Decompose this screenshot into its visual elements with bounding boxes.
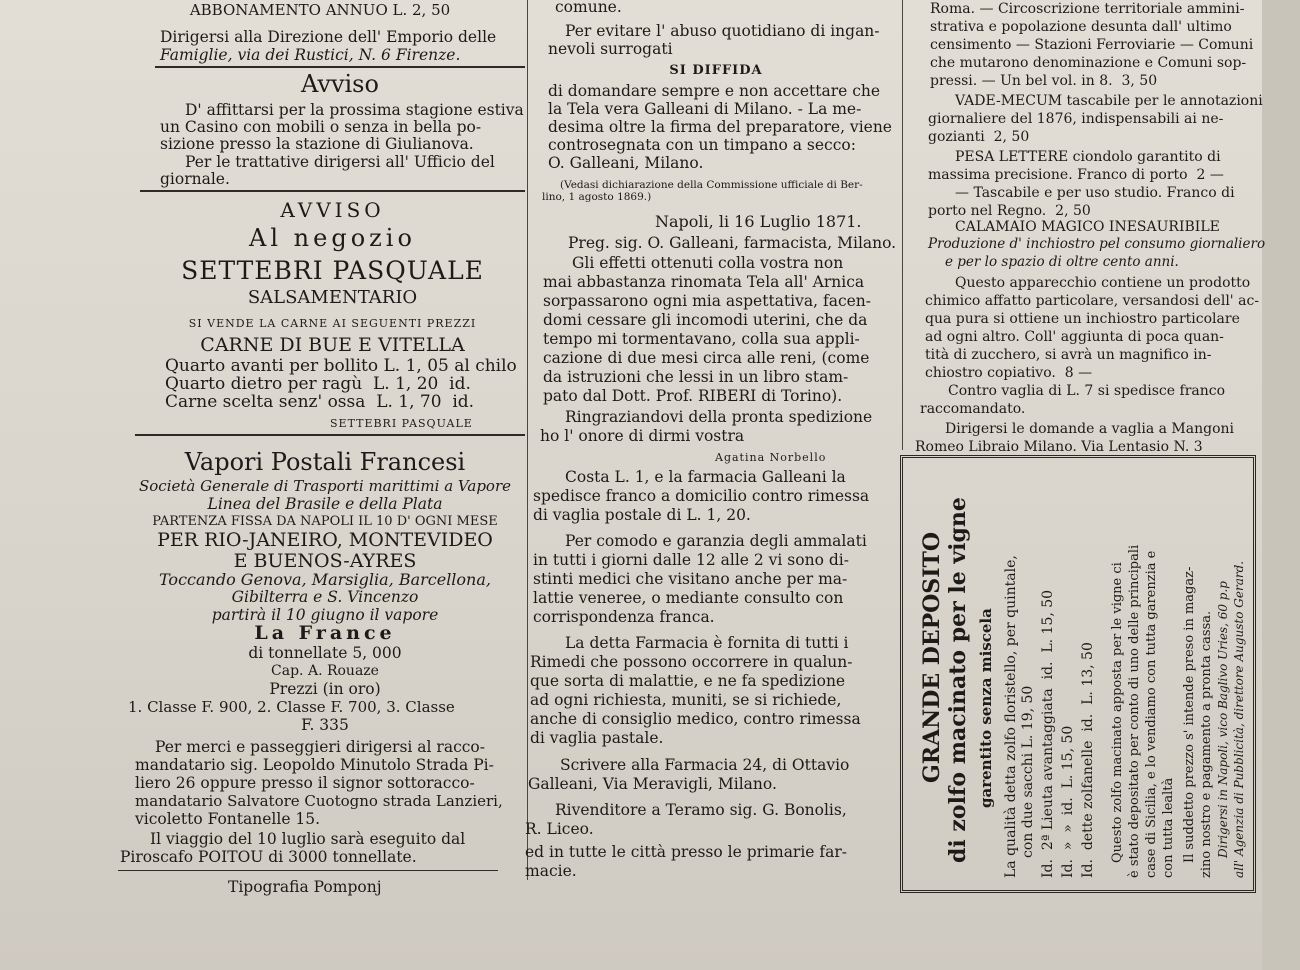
text-line: stinti medici che visitano anche per ma- (533, 570, 848, 588)
text-line: di vaglia pastale. (530, 729, 664, 747)
direction-line: Dirigersi alla Direzione dell' Emporio delle (160, 28, 497, 46)
text-line: chiostro copiativo. 8 — (925, 365, 1093, 381)
text-line: Rimedi che possono occorrere in qualun- (530, 653, 853, 671)
text-line: in tutti i giorni dalle 12 alle 2 vi sono di- (533, 551, 849, 569)
ship-line: di tonnellate 5, 000 (248, 644, 402, 662)
text-line: la Tela vera Galleani di Milano. - La me- (548, 100, 862, 118)
text-line: VADE-MECUM tascabile per le annotazioni (955, 93, 1263, 109)
letter-line: mai abbastanza rinomata Tela all' Arnica (543, 273, 865, 291)
text-line: Per comodo e garanzia degli ammalati (565, 532, 867, 550)
rule (155, 66, 525, 68)
text-line: Questo apparecchio contiene un prodotto (955, 275, 1251, 291)
text-line: desima oltre la firma del preparatore, viene (548, 118, 892, 136)
text-line: PESA LETTERE ciondolo garantito di (955, 149, 1221, 165)
ship-line: Cap. A. Rouaze (271, 663, 379, 679)
shop-name: SETTEBRI PASQUALE (181, 256, 484, 285)
text-line: qua pura si ottiene un inchiostro particolare (925, 311, 1240, 327)
box-line: con due sacchi L. 19, 50 (1020, 685, 1036, 858)
rule (135, 434, 525, 436)
text-line: que sorta di malattie, e ne fa spedizione (530, 672, 846, 690)
text-line: massima precisione. Franco di porto 2 — (928, 167, 1224, 183)
text-line: O. Galleani, Milano. (548, 154, 704, 172)
text-line: Scrivere alla Farmacia 24, di Ottavio (560, 756, 850, 774)
box-line: La qualità detta zolfo floristello, per quintale, (1003, 555, 1019, 878)
merci-line: Per merci e passeggieri dirigersi al racco- (155, 738, 485, 756)
letter-line: Gli effetti ottenuti colla vostra non (572, 254, 844, 272)
text-line: e per lo spazio di oltre cento anni. (945, 254, 1179, 270)
box-line: Il suddetto prezzo s' intende preso in magaz- (1182, 566, 1197, 863)
letter-line: ho l' onore di dirmi vostra (540, 427, 745, 445)
text-line: nevoli surrogati (548, 40, 673, 58)
ship-line: Prezzi (in oro) (269, 680, 381, 698)
letter-line: domi cessare gli incomodi uterini, che da (543, 311, 868, 329)
text-line: Produzione d' inchiostro pel consumo giornaliero (928, 236, 1266, 252)
box-title: GRANDE DEPOSITO (919, 531, 945, 783)
vapori-line: partirà il 10 giugno il vapore (211, 606, 439, 624)
box-line: Id. 2ª Lieuta avantaggiata id. L. 15, 50 (1040, 589, 1056, 878)
box-subtitle-2: garentito senza miscela (977, 608, 995, 808)
text-line: ad ogni altro. Coll' aggiunta di poca quan- (925, 329, 1224, 345)
box-line: è stato depositato per conto di uno delle principali (1127, 544, 1142, 878)
vapori-line: Gibilterra e S. Vincenzo (231, 588, 419, 606)
text-line: corrispondenza franca. (533, 608, 715, 626)
text-line: ad ogni richiesta, muniti, se si richiede, (530, 691, 842, 709)
text-line: controsegnata con un timpano a secco: (548, 136, 856, 154)
text-line: di domandare sempre e non accettare che (548, 82, 881, 100)
price-line: Quarto avanti per bollito L. 1, 05 al chilo (165, 356, 517, 376)
box-subtitle: di zolfo macinato per le vigne (945, 497, 971, 863)
text-line: pressi. — Un bel vol. in 8. 3, 50 (930, 73, 1158, 89)
text-line: strativa e popolazione desunta dall' ultimo (930, 19, 1232, 35)
box-line: all' Agenzia di Pubblicità, direttore Augusto Gerard. (1232, 560, 1246, 878)
box-line: con tutta lealtà (1161, 777, 1176, 878)
letter-line: Ringraziandovi della pronta spedizione (565, 408, 873, 426)
text-line: chimico affatto particolare, versandosi dell' ac- (925, 293, 1260, 309)
text-line: — Tascabile e per uso studio. Franco di (955, 185, 1235, 201)
rule (118, 870, 498, 871)
negozio-heading: Al negozio (249, 224, 416, 252)
price-line: Quarto dietro per ragù L. 1, 20 id. (165, 374, 471, 394)
box-line: Questo zolfo macinato apposta per le vigne ci (1110, 562, 1125, 863)
diffida-heading: SI DIFFIDA (669, 63, 763, 78)
text-line: Galleani, Via Meravigli, Milano. (528, 775, 777, 793)
printer-line: Tipografia Pomponj (228, 878, 382, 896)
ship-name: La France (254, 622, 396, 644)
box-line: case di Sicilia, e lo vendiamo con tutta garenzia e (1144, 550, 1159, 878)
text-line: ed in tutte le città presso le primarie far- (525, 843, 848, 861)
avviso-line: Per le trattative dirigersi all' Ufficio del (185, 153, 495, 171)
note-line: (Vedasi dichiarazione della Commissione ufficiale di Ber- (560, 179, 863, 191)
avviso-line: giornale. (160, 170, 230, 188)
note-line: lino, 1 agosto 1869.) (542, 191, 652, 203)
rule (140, 190, 525, 192)
text-line: di vaglia postale di L. 1, 20. (533, 506, 751, 524)
text-line: Romeo Libraio Milano. Via Lentasio N. 3 (915, 439, 1203, 455)
vapori-line: E BUENOS-AYRES (233, 550, 417, 572)
letter-line: cazione di due mesi circa alle reni, (come (543, 349, 870, 367)
merci-line: vicoletto Fontanelle 15. (135, 810, 321, 828)
box-line: zino nostro e pagamento a pronta cassa. (1199, 610, 1214, 878)
box-line: Id. dette zolfanelle id. L. 13, 50 (1080, 642, 1096, 878)
right-margin (1262, 0, 1300, 970)
avviso2-title: AVVISO (280, 198, 385, 222)
text-line: che mutarono denominazione e Comuni sop- (930, 55, 1247, 71)
shop-signature: SETTEBRI PASQUALE (330, 417, 473, 430)
vapori-title: Vapori Postali Francesi (184, 448, 466, 476)
letter-line: da istruzioni che lessi in un libro stam- (543, 368, 849, 386)
text-line: Per evitare l' abuso quotidiano di ingan- (565, 22, 880, 40)
avviso-line: un Casino con mobili o senza in bella po- (160, 118, 482, 136)
text-line: Contro vaglia di L. 7 si spedisce franco (948, 383, 1226, 399)
price-line: Carne scelta senz' ossa L. 1, 70 id. (165, 392, 475, 412)
text-line: macie. (525, 862, 577, 880)
avviso-line: D' affittarsi per la prossima stagione estiva (185, 101, 524, 119)
text-line: raccomandato. (920, 401, 1026, 417)
deposito-box (900, 455, 1256, 893)
text-line: gozianti 2, 50 (928, 129, 1030, 145)
shop-trade: SALSAMENTARIO (247, 287, 418, 308)
letter-line: pato dal Dott. Prof. RIBERI di Torino). (543, 387, 843, 405)
text-line: giornaliere del 1876, indispensabili ai ne- (928, 111, 1224, 127)
merci-line: mandatario sig. Leopoldo Minutolo Strada Pi- (135, 756, 494, 774)
text-line: lattie veneree, o mediante consulto con (533, 589, 844, 607)
text-line: Dirigersi le domande a vaglia a Mangoni (945, 421, 1235, 437)
text-line: Roma. — Circoscrizione territoriale ammini- (930, 1, 1245, 17)
carne-heading: CARNE DI BUE E VITELLA (200, 334, 465, 356)
column-rule-2 (902, 0, 903, 450)
text-line: La detta Farmacia è fornita di tutti i (565, 634, 849, 652)
vapori-line: Linea del Brasile e della Plata (207, 495, 443, 513)
merci-line: mandatario Salvatore Cuotogno strada Lanzieri, (135, 792, 503, 810)
vapori-line: PER RIO-JANEIRO, MONTEVIDEO (157, 529, 493, 551)
direction-line-2: Famiglie, via dei Rustici, N. 6 Firenze. (160, 46, 461, 64)
text-line: comune. (555, 0, 622, 16)
subscription-line: ABBONAMENTO ANNUO L. 2, 50 (189, 1, 451, 19)
merci-line: Il viaggio del 10 luglio sarà eseguito dal (150, 830, 466, 848)
letter-line: tempo mi tormentavano, colla sua appli- (543, 330, 860, 348)
text-line: porto nel Regno. 2, 50 (928, 203, 1091, 219)
box-line: Dirigersi in Napoli, vico Baglivo Uries, 60 p.p (1216, 581, 1230, 858)
text-line: spedisce franco a domicilio contro rimessa (533, 487, 870, 505)
avviso-line: sizione presso la stazione di Giulianova. (160, 135, 474, 153)
text-line: tità di zucchero, si avrà un magnifico in- (925, 347, 1212, 363)
ship-line: 1. Classe F. 900, 2. Classe F. 700, 3. Classe (128, 698, 455, 716)
merci-line: Piroscafo POITOU di 3000 tonnellate. (120, 848, 417, 866)
avviso-title: Avviso (301, 70, 379, 98)
text-line: R. Liceo. (525, 820, 594, 838)
letter-line: sorpassarono ogni mia aspettativa, facen- (543, 292, 872, 310)
vapori-line: Società Generale di Trasporti marittimi a Vapore (138, 477, 512, 495)
letter-signer: Agatina Norbello (715, 451, 827, 464)
letter-line: Preg. sig. O. Galleani, farmacista, Milano. (568, 234, 897, 252)
prices-intro: SI VENDE LA CARNE AI SEGUENTI PREZZI (188, 317, 477, 330)
text-line: Rivenditore a Teramo sig. G. Bonolis, (555, 801, 847, 819)
vapori-line: PARTENZA FISSA DA NAPOLI IL 10 D' OGNI MESE (152, 514, 498, 529)
text-line: CALAMAIO MAGICO INESAURIBILE (955, 219, 1220, 235)
letter-date: Napoli, li 16 Luglio 1871. (655, 212, 862, 231)
ship-line: F. 335 (301, 716, 349, 734)
box-line: Id. » » id. L. 15, 50 (1060, 725, 1076, 878)
text-line: anche di consiglio medico, contro rimessa (530, 710, 861, 728)
text-line: Costa L. 1, e la farmacia Galleani la (565, 468, 846, 486)
merci-line: liero 26 oppure presso il signor sottoracco- (135, 774, 475, 792)
vapori-line: Toccando Genova, Marsiglia, Barcellona, (159, 570, 491, 589)
text-line: censimento — Stazioni Ferroviarie — Comuni (930, 37, 1254, 53)
column-rule-1 (527, 0, 528, 880)
